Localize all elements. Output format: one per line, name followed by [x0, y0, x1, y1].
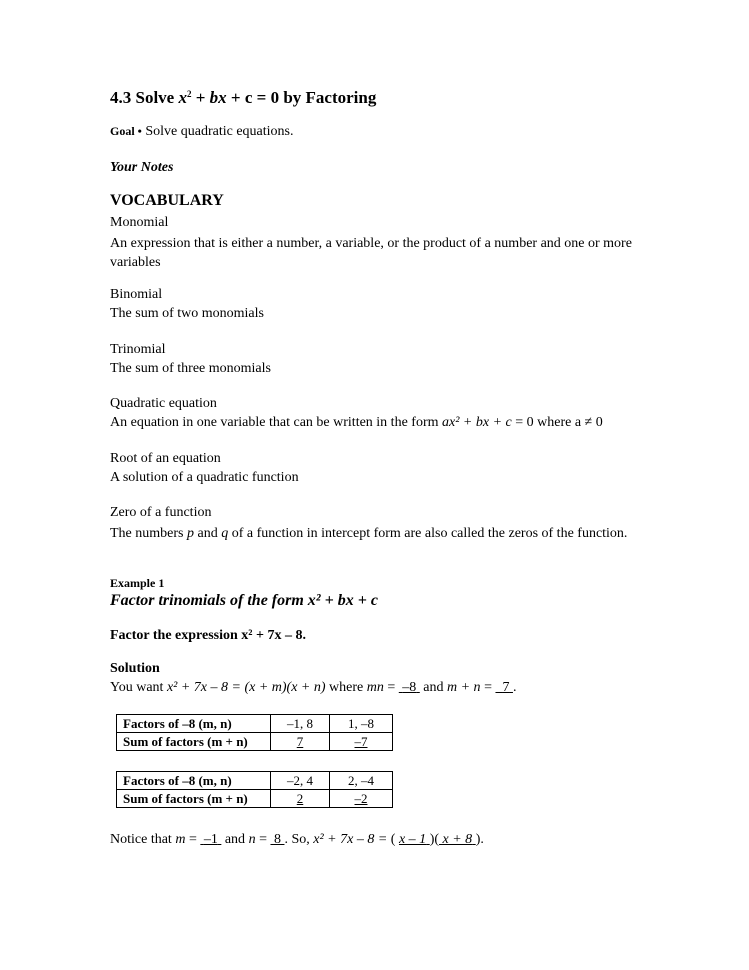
table-row — [117, 715, 393, 733]
vocab-term-monomial: Monomial — [110, 215, 169, 230]
example-label: Example 1 — [110, 576, 165, 590]
vocab-definition-zero: The numbers p and q of a function in intercept form are also called the zeros of the function. — [110, 526, 628, 541]
table-cell: –7 — [330, 733, 393, 751]
vocab-definition-monomial: An expression that is either a number, a variable, or the product of a number and one or more variables — [110, 236, 632, 270]
vocab-definition-trinomial: The sum of three monomials — [110, 361, 271, 376]
table-header-sum: Sum of factors (m + n) — [117, 733, 271, 751]
factors-table-1 — [116, 714, 393, 751]
solution-label: Solution — [110, 661, 160, 676]
table-cell: 2, –4 — [330, 772, 393, 790]
factor1-blank: x – 1 — [398, 832, 427, 847]
table-header-factors: Factors of –8 (m, n) — [117, 715, 271, 733]
table-row — [117, 790, 393, 808]
table-cell: –2 — [330, 790, 393, 808]
example-title: Factor trinomials of the form x² + bx + c — [110, 592, 378, 609]
notes-label: Your Notes — [110, 160, 174, 175]
factor2-blank: x + 8 — [442, 832, 473, 847]
m-answer-blank: –1 — [203, 832, 218, 847]
table-header-factors: Factors of –8 (m, n) — [117, 772, 271, 790]
vocab-term-root: Root of an equation — [110, 451, 221, 466]
vocab-definition-binomial: The sum of two monomials — [110, 306, 264, 321]
table-cell: 2 — [271, 790, 330, 808]
mpn-answer-blank: 7 — [502, 680, 510, 695]
vocab-term-zero: Zero of a function — [110, 505, 212, 520]
conclusion-line: Notice that m = –1 and n = 8 . So, x² + 7x – 8 = ( x – 1 )( x + 8 ). — [110, 832, 484, 847]
n-answer-blank: 8 — [273, 832, 281, 847]
table-row — [117, 733, 393, 751]
table-row — [117, 772, 393, 790]
table-cell: 7 — [271, 733, 330, 751]
vocabulary-heading: VOCABULARY — [110, 192, 224, 209]
mn-answer-blank: –8 — [402, 680, 417, 695]
vocab-definition-root: A solution of a quadratic function — [110, 470, 299, 485]
vocab-term-trinomial: Trinomial — [110, 342, 166, 357]
example-prompt: Factor the expression x² + 7x – 8. — [110, 628, 306, 643]
vocab-definition-quadratic-equation: An equation in one variable that can be written in the form ax² + bx + c = 0 where a ≠ 0 — [110, 415, 603, 430]
vocab-term-quadratic-equation: Quadratic equation — [110, 396, 217, 411]
table-cell: –2, 4 — [271, 772, 330, 790]
table-cell: –1, 8 — [271, 715, 330, 733]
vocab-term-binomial: Binomial — [110, 287, 163, 302]
page-title: 4.3 Solve $x^2$ + bx + c = 0 by Factoring — [110, 88, 377, 107]
goal-line: Goal • Solve quadratic equations. — [110, 124, 294, 139]
solution-line: You want x² + 7x – 8 = (x + m)(x + n) where mn = –8 and m + n = 7 . — [110, 680, 517, 695]
table-cell: 1, –8 — [330, 715, 393, 733]
table-header-sum: Sum of factors (m + n) — [117, 790, 271, 808]
factors-table-2 — [116, 771, 393, 808]
